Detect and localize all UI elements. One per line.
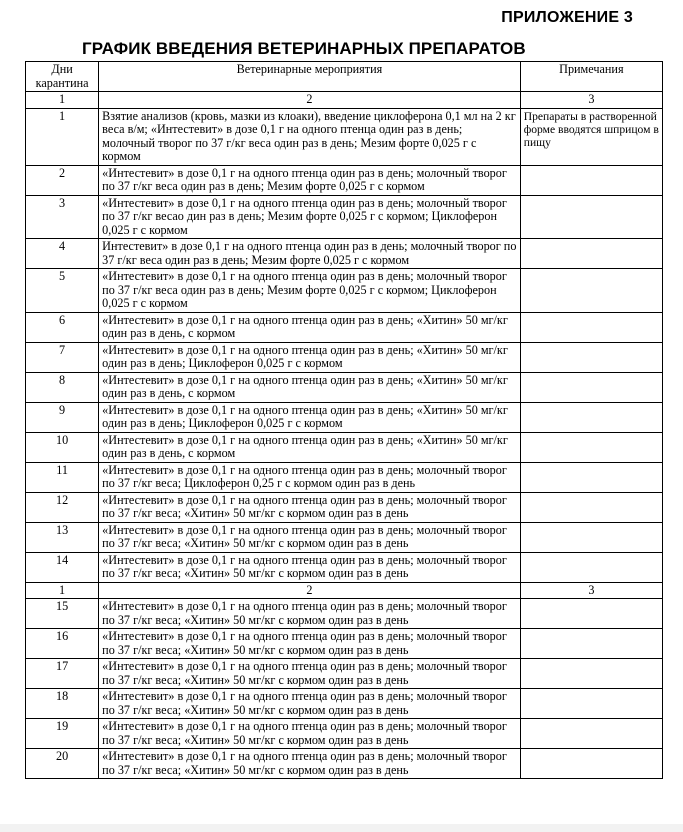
notes-cell (520, 239, 662, 269)
notes-cell (520, 165, 662, 195)
day-cell: 14 (26, 552, 99, 582)
table-row (26, 522, 663, 552)
day-cell: 3 (26, 195, 99, 239)
notes-cell (520, 195, 662, 239)
day-cell: 13 (26, 522, 99, 552)
table-row (26, 629, 663, 659)
table-row (26, 552, 663, 582)
table-row (26, 492, 663, 522)
measures-cell: «Интестевит» в дозе 0,1 г на одного птенца один раз в день; молочный творог по 37 г/кг веса один раз в день; Мезим форте 0,025 г с кормом; Циклоферон 0,025 г с кормом (99, 269, 521, 313)
page-bottom-edge (0, 824, 683, 832)
column-number-row (26, 92, 663, 109)
measures-cell: «Интестевит» в дозе 0,1 г на одного птенца один раз в день; «Хитин» 50 мг/кг один раз в день; Циклоферон 0,025 г с кормом (99, 402, 521, 432)
column-number-row-repeat (26, 582, 663, 599)
notes-cell (520, 552, 662, 582)
notes-cell (520, 402, 662, 432)
measures-cell: «Интестевит» в дозе 0,1 г на одного птенца один раз в день; молочный творог по 37 г/кг веса; «Хитин» 50 мг/кг с кормом один раз в день (99, 522, 521, 552)
notes-cell (520, 269, 662, 313)
measures-cell: «Интестевит» в дозе 0,1 г на одного птенца один раз в день; молочный творог по 37 г/кг веса; «Хитин» 50 мг/кг с кормом один раз в день (99, 749, 521, 779)
measures-cell: «Интестевит» в дозе 0,1 г на одного птенца один раз в день; «Хитин» 50 мг/кг один раз в день; Циклоферон 0,025 г с кормом (99, 342, 521, 372)
table-row (26, 372, 663, 402)
day-cell: 2 (26, 165, 99, 195)
notes-cell (520, 689, 662, 719)
table-row (26, 599, 663, 629)
table-row (26, 239, 663, 269)
day-cell: 9 (26, 402, 99, 432)
notes-cell (520, 432, 662, 462)
day-cell: 19 (26, 719, 99, 749)
day-cell: 18 (26, 689, 99, 719)
table-row (26, 108, 663, 165)
notes-cell (520, 599, 662, 629)
measures-cell: «Интестевит» в дозе 0,1 г на одного птенца один раз в день; молочный творог по 37 г/кг весао дин раз в день; Мезим форте 0,025 г с кормом; Циклоферон 0,025 г с кормом (99, 195, 521, 239)
table-row (26, 689, 663, 719)
table-row (26, 659, 663, 689)
table-row (26, 402, 663, 432)
table-header-row (26, 62, 663, 92)
measures-cell: «Интестевит» в дозе 0,1 г на одного птенца один раз в день; молочный творог по 37 г/кг веса; «Хитин» 50 мг/кг с кормом один раз в день (99, 719, 521, 749)
schedule-table (25, 61, 663, 779)
header-days: Дни карантина (26, 62, 99, 92)
notes-cell (520, 372, 662, 402)
notes-cell (520, 719, 662, 749)
table-row (26, 195, 663, 239)
notes-cell (520, 659, 662, 689)
colnum-1: 1 (26, 92, 99, 109)
day-cell: 10 (26, 432, 99, 462)
table-row (26, 432, 663, 462)
measures-cell: Взятие анализов (кровь, мазки из клоаки), введение циклоферона 0,1 мл на 2 кг веса в/м; «Интестевит» в дозе 0,1 г на одного птенца один раз в день; молочный творог по 37 г/кг веса один раз в день; Мезим форте 0,025 г с кормом (99, 108, 521, 165)
table-row (26, 342, 663, 372)
day-cell: 17 (26, 659, 99, 689)
measures-cell: Интестевит» в дозе 0,1 г на одного птенца один раз в день; молочный творог по 37 г/кг веса один раз в день; Мезим форте 0,025 г с кормом (99, 239, 521, 269)
measures-cell: «Интестевит» в дозе 0,1 г на одного птенца один раз в день; молочный творог по 37 г/кг веса один раз в день; Мезим форте 0,025 г с кормом (99, 165, 521, 195)
notes-cell (520, 462, 662, 492)
table-row (26, 462, 663, 492)
colnum-2: 2 (99, 582, 521, 599)
measures-cell: «Интестевит» в дозе 0,1 г на одного птенца один раз в день; молочный творог по 37 г/кг веса; «Хитин» 50 мг/кг с кормом один раз в день (99, 492, 521, 522)
notes-cell (520, 342, 662, 372)
measures-cell: «Интестевит» в дозе 0,1 г на одного птенца один раз в день; «Хитин» 50 мг/кг один раз в день, с кормом (99, 432, 521, 462)
day-cell: 5 (26, 269, 99, 313)
table-row (26, 165, 663, 195)
measures-cell: «Интестевит» в дозе 0,1 г на одного птенца один раз в день; молочный творог по 37 г/кг веса; «Хитин» 50 мг/кг с кормом один раз в день (99, 552, 521, 582)
notes-cell (520, 312, 662, 342)
measures-cell: «Интестевит» в дозе 0,1 г на одного птенца один раз в день; молочный творог по 37 г/кг веса; «Хитин» 50 мг/кг с кормом один раз в день (99, 689, 521, 719)
measures-cell: «Интестевит» в дозе 0,1 г на одного птенца один раз в день; молочный творог по 37 г/кг веса; «Хитин» 50 мг/кг с кормом один раз в день (99, 629, 521, 659)
table-row (26, 719, 663, 749)
document-title: ГРАФИК ВВЕДЕНИЯ ВЕТЕРИНАРНЫХ ПРЕПАРАТОВ (82, 39, 526, 58)
table-row (26, 749, 663, 779)
day-cell: 11 (26, 462, 99, 492)
table-row (26, 269, 663, 313)
colnum-3: 3 (520, 92, 662, 109)
table-row (26, 312, 663, 342)
header-notes: Примечания (520, 62, 662, 92)
measures-cell: «Интестевит» в дозе 0,1 г на одного птенца один раз в день; «Хитин» 50 мг/кг один раз в день, с кормом (99, 372, 521, 402)
measures-cell: «Интестевит» в дозе 0,1 г на одного птенца один раз в день; молочный творог по 37 г/кг веса; «Хитин» 50 мг/кг с кормом один раз в день (99, 599, 521, 629)
day-cell: 15 (26, 599, 99, 629)
colnum-3: 3 (520, 582, 662, 599)
day-cell: 7 (26, 342, 99, 372)
measures-cell: «Интестевит» в дозе 0,1 г на одного птенца один раз в день; молочный творог по 37 г/кг веса; Циклоферон 0,25 г с кормом один раз в день (99, 462, 521, 492)
day-cell: 4 (26, 239, 99, 269)
day-cell: 6 (26, 312, 99, 342)
notes-cell: Препараты в растворенной форме вводятся шприцом в пищу (520, 108, 662, 165)
notes-cell (520, 629, 662, 659)
notes-cell (520, 492, 662, 522)
measures-cell: «Интестевит» в дозе 0,1 г на одного птенца один раз в день; молочный творог по 37 г/кг веса; «Хитин» 50 мг/кг с кормом один раз в день (99, 659, 521, 689)
day-cell: 1 (26, 108, 99, 165)
day-cell: 8 (26, 372, 99, 402)
day-cell: 16 (26, 629, 99, 659)
notes-cell (520, 749, 662, 779)
header-measures: Ветеринарные мероприятия (99, 62, 521, 92)
day-cell: 12 (26, 492, 99, 522)
colnum-1: 1 (26, 582, 99, 599)
colnum-2: 2 (99, 92, 521, 109)
measures-cell: «Интестевит» в дозе 0,1 г на одного птенца один раз в день; «Хитин» 50 мг/кг один раз в день, с кормом (99, 312, 521, 342)
appendix-label: ПРИЛОЖЕНИЕ 3 (501, 9, 633, 26)
day-cell: 20 (26, 749, 99, 779)
notes-cell (520, 522, 662, 552)
